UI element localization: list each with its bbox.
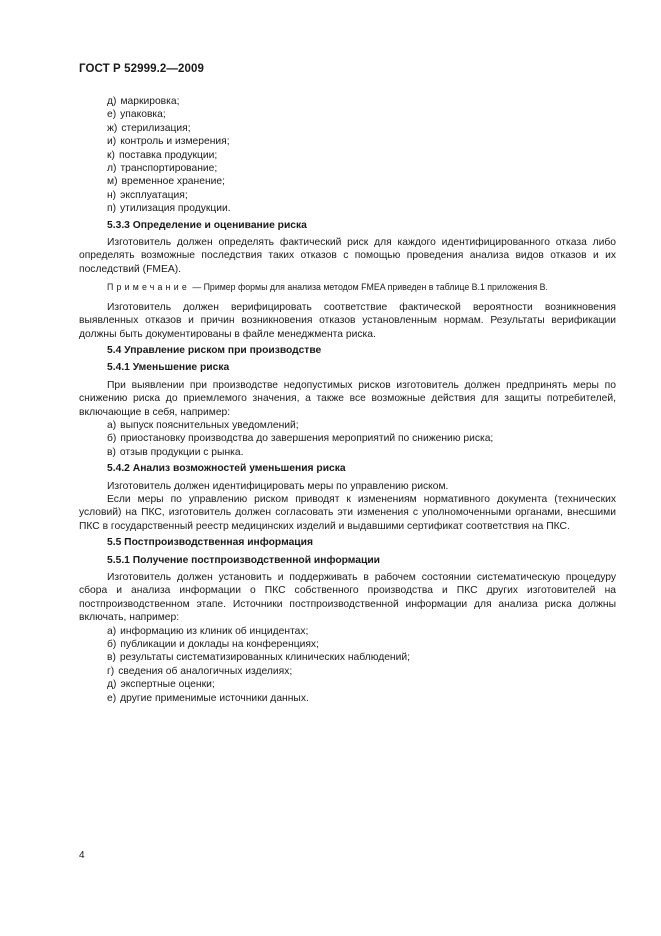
list-item: а) информацию из клиник об инцидентах; — [107, 625, 309, 637]
paragraph: Изготовитель должен идентифицировать меры по управлению риском. — [107, 480, 449, 492]
list-item: в) результаты систематизированных клинических наблюдений; — [107, 652, 410, 664]
note — [79, 281, 616, 294]
page-body — [79, 95, 616, 705]
list-item: в) отзыв продукции с рынка. — [107, 446, 244, 458]
note-label: Примечание — [107, 282, 190, 293]
list-item: м) временное хранение; — [107, 176, 225, 188]
section-heading-5-4-1: 5.4.1 Уменьшение риска — [107, 362, 230, 374]
paragraph: Изготовитель должен верифицировать соответствие фактической вероятности возникновения выявленных отказов и причин возникновения отказов установленным нормам. Результаты верификации должны быть документированы в файле менеджмента риска. — [79, 301, 616, 340]
list-item: п) утилизация продукции. — [107, 203, 231, 215]
list-item: л) транспортирование; — [107, 163, 218, 175]
list-item: б) приостановку производства до завершения мероприятий по снижению риска; — [107, 433, 494, 445]
paragraph: Если меры по управлению риском приводят к изменениям нормативного документа (технических условий) на ПКС, изготовитель должен согласовать эти изменения с уполномоченными органами, внесшими ПКС в государственный реестр медицинских изделий и выдавшими сертификат соответствия на ПКС. — [79, 493, 616, 532]
list-item: а) выпуск пояснительных уведомлений; — [107, 419, 299, 431]
section-heading-5-4-2: 5.4.2 Анализ возможностей уменьшения риска — [107, 463, 346, 475]
list-item: к) поставка продукции; — [107, 149, 218, 161]
list-item: д) маркировка; — [107, 96, 180, 107]
paragraph: Изготовитель должен установить и поддерживать в рабочем состоянии систематическую процедуру сбора и анализа информации о ПКС собственного производства и ПКС других изготовителей на постпроизводственном этапе. Источники постпроизводственной информации для анализа риска должны включать, например: — [79, 572, 616, 624]
document-header: ГОСТ Р 52999.2—2009 — [79, 63, 204, 75]
section-heading-5-4: 5.4 Управление риском при производстве — [107, 344, 322, 356]
list-item: д) экспертные оценки; — [107, 679, 215, 691]
page-number: 4 — [79, 850, 85, 861]
list-item: и) контроль и измерения; — [107, 136, 230, 148]
note-text: — Пример формы для анализа методом FMEA приведен в таблице В.1 приложения В. — [189, 282, 548, 293]
paragraph: Изготовитель должен определять фактический риск для каждого идентифицированного отказа либо определять возможные последствия таких отказов с помощью проведения анализа видов отказов и их последствий (FMEA). — [79, 237, 616, 275]
section-heading-5-3-3: 5.3.3 Определение и оценивание риска — [107, 219, 307, 231]
list-item: е) другие применимые источники данных. — [107, 692, 309, 704]
list-top — [79, 95, 616, 216]
section-heading-5-5-1: 5.5.1 Получение постпроизводственной информации — [107, 554, 380, 566]
list-item: г) сведения об аналогичных изделиях; — [107, 665, 293, 677]
list-item: е) упаковка; — [107, 109, 166, 121]
paragraph: При выявлении при производстве недопустимых рисков изготовитель должен предпринять меры по снижению риска до приемлемого значения, а также все возможные действия для защиты потребителей, включающие в себя, например: — [79, 379, 616, 418]
section-heading-5-5: 5.5 Постпроизводственная информация — [107, 537, 313, 549]
list-item: б) публикации и доклады на конференциях; — [107, 639, 319, 651]
list-item: н) эксплуатация; — [107, 189, 188, 201]
list-item: ж) стерилизация; — [107, 122, 191, 134]
